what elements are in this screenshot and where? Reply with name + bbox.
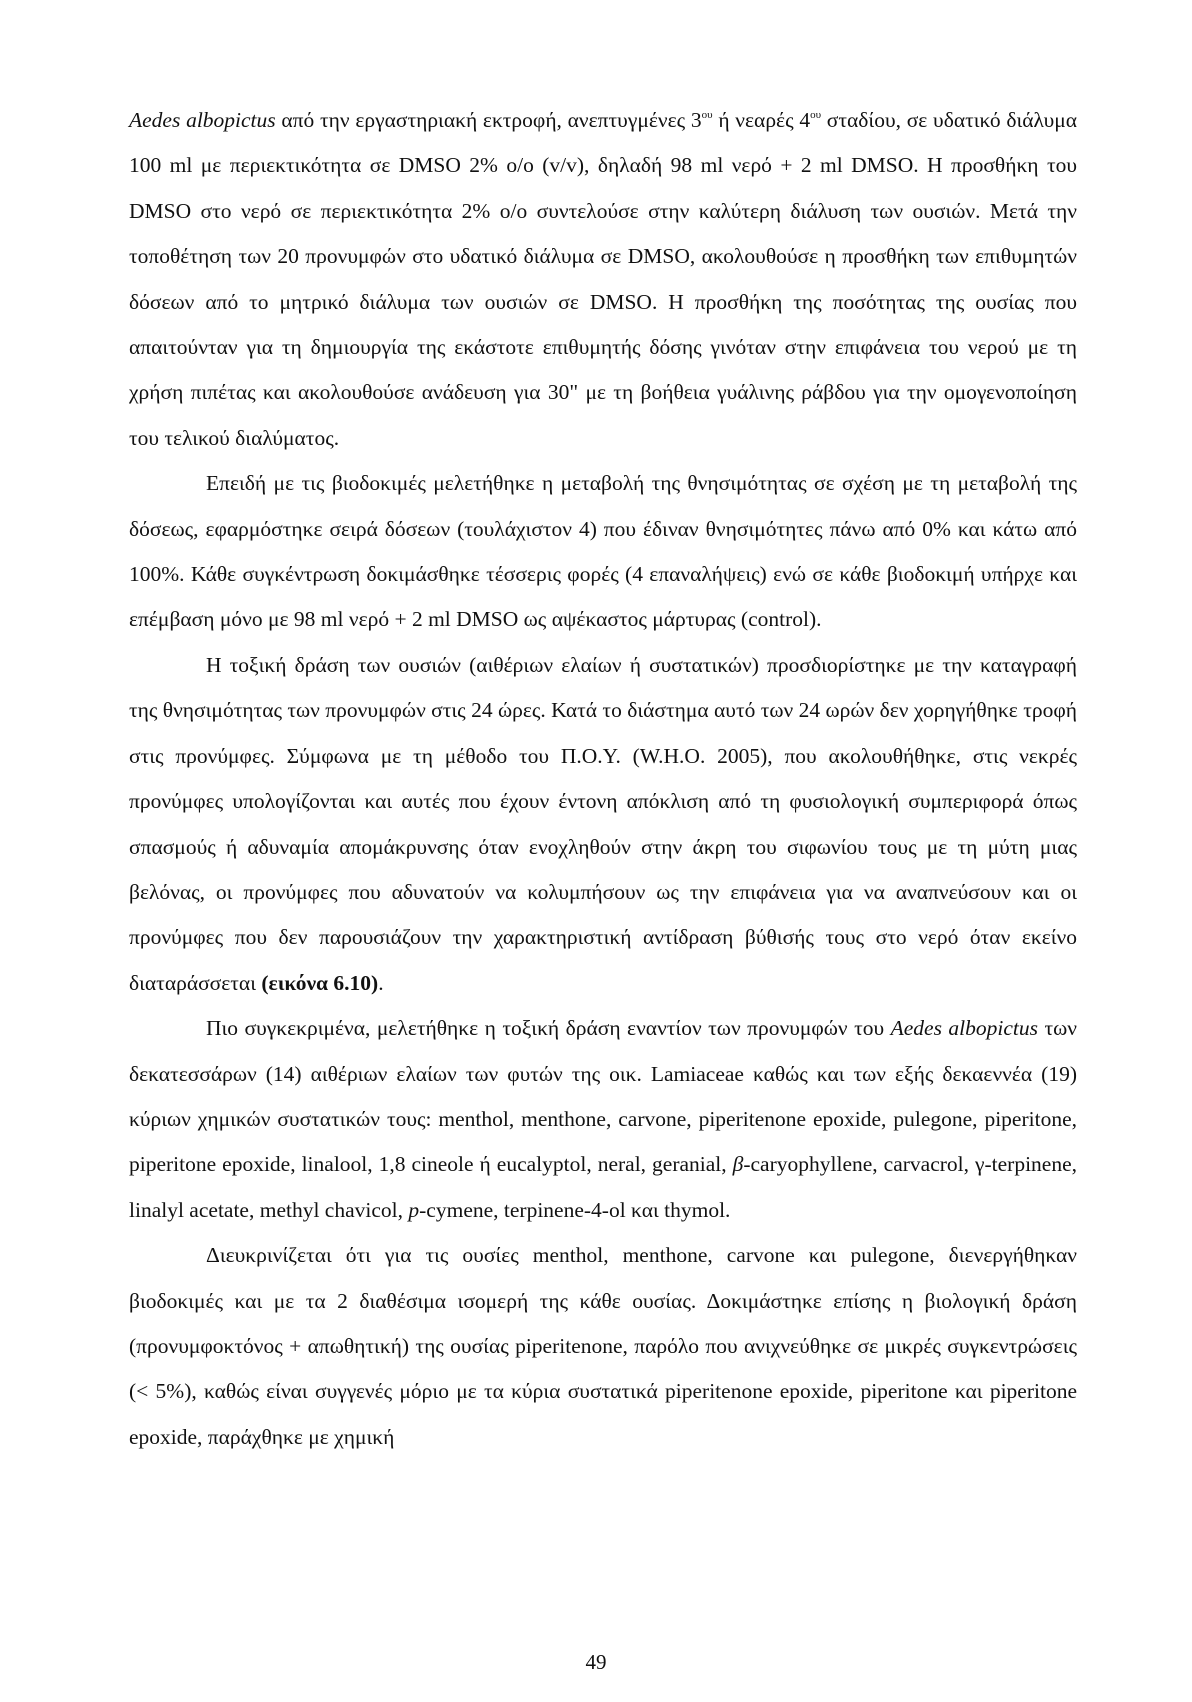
paragraph-2 (129, 461, 1077, 643)
paragraph-5 (129, 1233, 1077, 1460)
text-run: από την εργαστηριακή εκτροφή, ανεπτυγμένες 3 (275, 108, 702, 132)
paragraph-3 (129, 643, 1077, 1006)
superscript-text: ου (810, 109, 822, 121)
paragraph-4 (129, 1006, 1077, 1233)
text-run: των δεκατεσσάρων (14) αιθέριων ελαίων των φυτών της οικ. Lamiaceae καθώς και των εξής δεκαεννέα (19) κύριων χημικών συστατικών τους: menthol, menthone, carvone, piperitenone epoxide, pulegone, piperitone, piperitone epoxide, linalool, 1,8 cineole ή eucalyptol, neral, geranial, (129, 1016, 1077, 1177)
text-run: Επειδή με τις βιοδοκιμές μελετήθηκε η μεταβολή της θνησιμότητας σε σχέση με τη μεταβολή της δόσεως, εφαρμόστηκε σειρά δόσεων (τουλάχιστον 4) που έδιναν θνησιμότητες πάνω από 0% και κάτω από 100%. Κάθε συγκέντρωση δοκιμάσθηκε τέσσερις φορές (4 επαναλήψεις) ενώ σε κάθε βιοδοκιμή υπήρχε και επέμβαση μόνο με 98 ml νερό + 2 ml DMSO ως αψέκαστος μάρτυρας (control). (129, 471, 1077, 632)
italic-text: Aedes albopictus (129, 108, 276, 132)
italic-text: p (408, 1197, 420, 1222)
text-run: . (378, 970, 384, 995)
document-body (129, 98, 1077, 1460)
italic-text: Aedes albopictus (890, 1016, 1039, 1041)
page-number: 49 (585, 1650, 607, 1674)
italic-text: β (732, 1152, 744, 1177)
bold-text: (εικόνα 6.10) (261, 970, 379, 995)
paragraph-1 (129, 98, 1077, 461)
text-run: σταδίου, σε υδατικό διάλυμα 100 ml με περιεκτικότητα σε DMSO 2% ο/ο (v/v), δηλαδή 98 ml νερό + 2 ml DMSO. Η προσθήκη του DMSO στο νερό σε περιεκτικότητα 2% ο/ο συντελούσε στην καλύτερη διάλυση των ουσιών. Μετά την τοποθέτηση των 20 προνυμφών στο υδατικό διάλυμα σε DMSO, ακολουθούσε η προσθήκη των επιθυμητών δόσεων από το μητρικό διάλυμα των ουσιών σε DMSO. Η προσθήκη της ποσότητας της ουσίας που απαιτούνταν για τη δημιουργία της εκάστοτε επιθυμητής δόσης γινόταν στην επιφάνεια του νερού με τη χρήση πιπέτας και ακολουθούσε ανάδευση για 30" με τη βοήθεια γυάλινης ράβδου για την ομογενοποίηση του τελικού διαλύματος. (129, 108, 1078, 450)
text-run: -cymene, terpinene-4-ol και thymol. (419, 1197, 731, 1222)
superscript-text: ου (701, 109, 713, 121)
text-run: Πιο συγκεκριμένα, μελετήθηκε η τοξική δράση εναντίον των προνυμφών του (206, 1016, 891, 1041)
text-run: -caryophyllene, carvacrol, γ-terpinene, linalyl acetate, methyl chavicol, (129, 1152, 1078, 1222)
text-run: Διευκρινίζεται ότι για τις ουσίες menthol, menthone, carvone και pulegone, διενεργήθηκαν βιοδοκιμές και με τα 2 διαθέσιμα ισομερή της κάθε ουσίας. Δοκιμάστηκε επίσης η βιολογική δράση (προνυμφοκτόνος + απωθητική) της ουσίας piperitenone, παρόλο που ανιχνεύθηκε σε μικρές συγκεντρώσεις (< 5%), καθώς είναι συγγενές μόριο με τα κύρια συστατικά piperitenone epoxide, piperitone και piperitone epoxide, παράχθηκε με χημική (129, 1243, 1077, 1449)
text-run: Η τοξική δράση των ουσιών (αιθέριων ελαίων ή συστατικών) προσδιορίστηκε με την καταγραφή της θνησιμότητας των προνυμφών στις 24 ώρες. Κατά το διάστημα αυτό των 24 ωρών δεν χορηγήθηκε τροφή στις προνύμφες. Σύμφωνα με τη μέθοδο του Π.Ο.Υ. (W.H.O. 2005), που ακολουθήθηκε, στις νεκρές προνύμφες υπολογίζονται και αυτές που έχουν έντονη απόκλιση από τη φυσιολογική συμπεριφορά όπως σπασμούς ή αδυναμία απομάκρυνσης όταν ενοχληθούν στην άκρη του σιφωνίου τους με τη μύτη μιας βελόνας, οι προνύμφες που αδυνατούν να κολυμπήσουν ως την επιφάνεια για να αναπνεύσουν και οι προνύμφες που δεν παρουσιάζουν την χαρακτηριστική αντίδραση βύθισής τους στο νερό όταν εκείνο διαταράσσεται (129, 652, 1077, 995)
text-run: ή νεαρές 4 (712, 108, 811, 132)
